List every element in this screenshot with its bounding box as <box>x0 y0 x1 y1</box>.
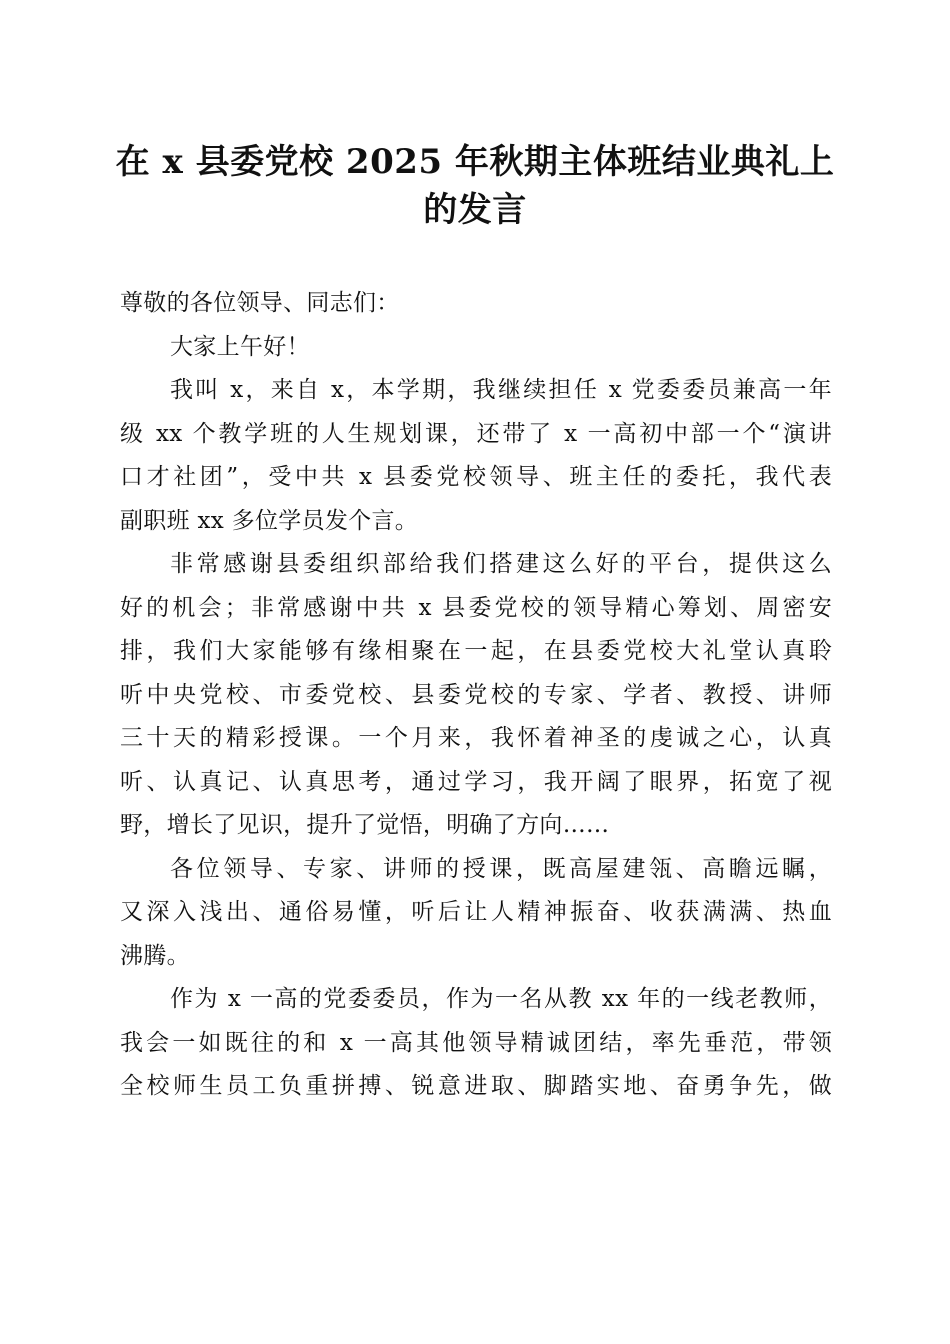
paragraph-2-line-4: 副职班 xx 多位学员发个言。 <box>120 507 419 534</box>
paragraph-3-line-3: 排，我们大家能够有缘相聚在一起，在县委党校大礼堂认真聆 <box>120 638 832 664</box>
title-line-2: 的发言 <box>423 190 527 230</box>
paragraph-2-line-3: 口才社团”，受中共 x 县委党校领导、班主任的委托，我代表 <box>120 464 832 490</box>
paragraph-4-line-1: 各位领导、专家、讲师的授课，既高屋建瓴、高瞻远瞩， <box>170 855 832 882</box>
paragraph-5-line-2: 我会一如既往的和 x 一高其他领导精诚团结，率先垂范，带领 <box>120 1029 832 1056</box>
document-title <box>110 138 840 234</box>
paragraph-2-line-2: 级 xx 个教学班的人生规划课，还带了 x 一高初中部一个“演讲 <box>120 420 832 447</box>
paragraph-3-line-7: 野，增长了见识，提升了觉悟，明确了方向…… <box>120 812 610 838</box>
paragraph-3-line-6: 听、认真记、认真思考，通过学习，我开阔了眼界，拓宽了视 <box>120 768 832 795</box>
paragraph-5-line-1: 作为 x 一高的党委委员，作为一名从教 xx 年的一线老教师， <box>170 986 832 1012</box>
paragraph-3-line-5: 三十天的精彩授课。一个月来，我怀着神圣的虔诚之心，认真 <box>120 725 832 751</box>
paragraph-3-line-4: 听中央党校、市委党校、县委党校的专家、学者、教授、讲师 <box>120 681 832 708</box>
paragraph-4-line-2: 又深入浅出、通俗易懂，听后让人精神振奋、收获满满、热血 <box>120 899 832 925</box>
paragraph-4-line-3: 沸腾。 <box>120 942 190 969</box>
paragraph-5-line-3: 全校师生员工负重拼搏、锐意进取、脚踏实地、奋勇争先，做 <box>120 1073 832 1099</box>
paragraph-1-line-1: 大家上午好！ <box>170 333 310 360</box>
paragraph-2-line-1: 我叫 x，来自 x，本学期，我继续担任 x 党委委员兼高一年 <box>170 377 832 403</box>
title-line-1: 在 x 县委党校 2025 年秋期主体班结业典礼上 <box>115 142 835 182</box>
document-body <box>120 282 832 1109</box>
paragraph-3-line-1: 非常感谢县委组织部给我们搭建这么好的平台，提供这么 <box>170 551 832 577</box>
paragraph-3-line-2: 好的机会；非常感谢中共 x 县委党校的领导精心筹划、周密安 <box>120 594 832 621</box>
salutation: 尊敬的各位领导、同志们： <box>120 290 400 316</box>
